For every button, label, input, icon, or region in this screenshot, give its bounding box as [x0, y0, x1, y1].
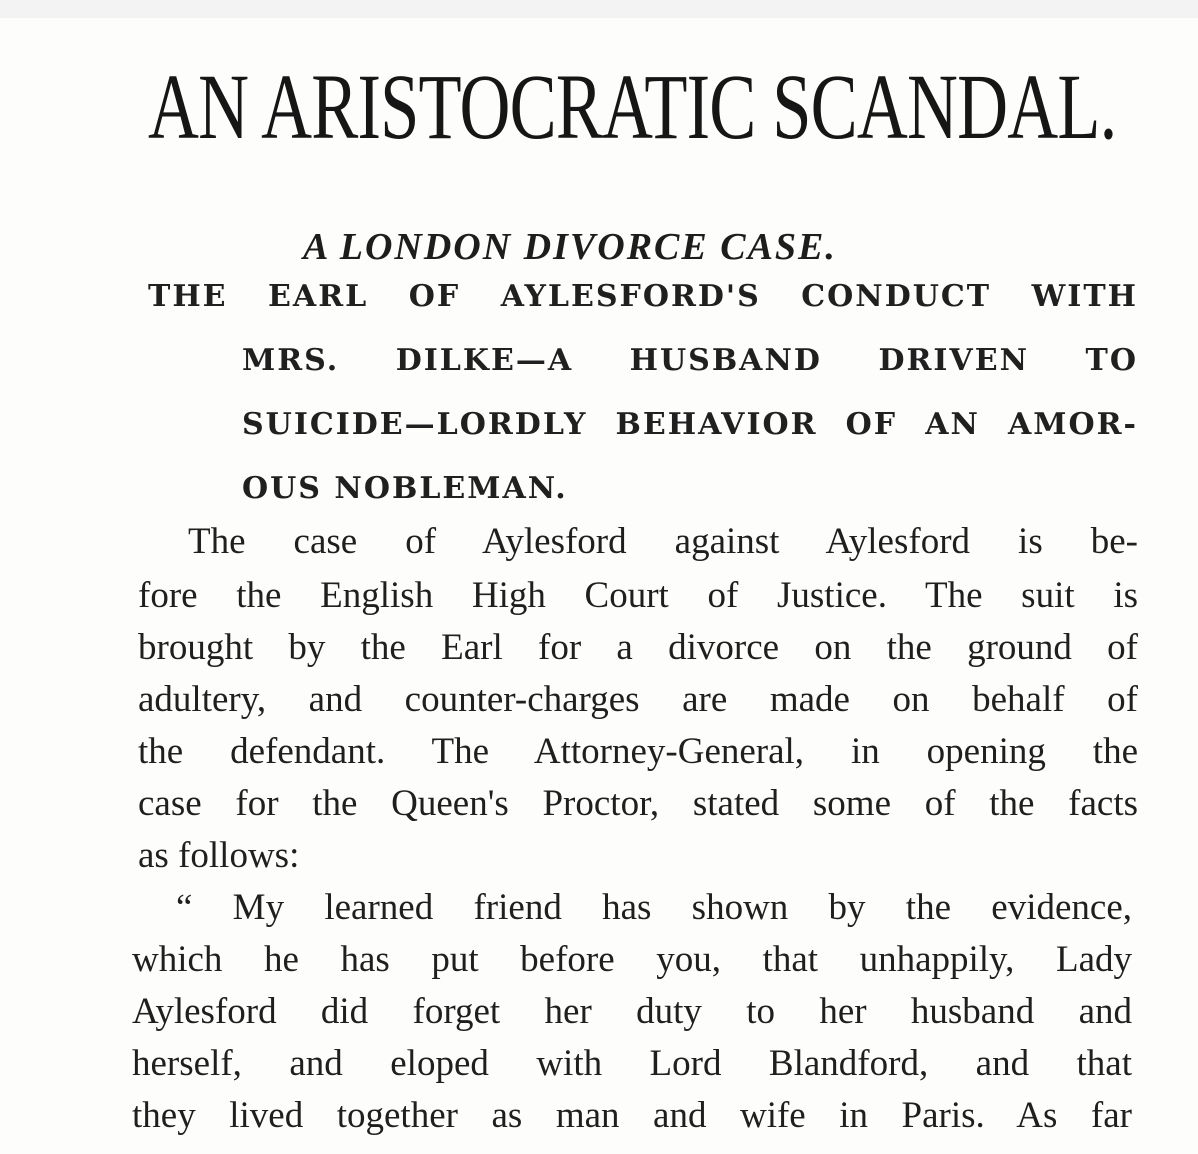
- paragraph2-line-3: Aylesford did forget her duty to her husband and: [132, 991, 1132, 1032]
- paragraph1-line-4: adultery, and counter-charges are made on behalf of: [138, 679, 1138, 720]
- paragraph2-line-5: they lived together as man and wife in Paris. As far: [132, 1095, 1132, 1136]
- paragraph2-line-2: which he has put before you, that unhappily, Lady: [132, 939, 1132, 980]
- paragraph1-line-3: brought by the Earl for a divorce on the ground of: [138, 627, 1138, 668]
- paragraph1-line-6: case for the Queen's Proctor, stated some of the facts: [138, 783, 1138, 824]
- paragraph2-line-4: herself, and eloped with Lord Blandford, and that: [132, 1043, 1132, 1084]
- newspaper-clipping: [0, 18, 1198, 1154]
- paragraph2-line-1: “ My learned friend has shown by the evidence,: [176, 887, 1132, 928]
- article-headline: AN ARISTOCRATIC SCANDAL.: [148, 54, 1117, 159]
- paragraph1-line-5: the defendant. The Attorney-General, in opening the: [138, 731, 1138, 772]
- deck-line-2: MRS. DILKE—A HUSBAND DRIVEN TO: [242, 343, 1138, 378]
- paragraph1-line-2: fore the English High Court of Justice. The suit is: [138, 575, 1138, 616]
- paragraph1-line-1: The case of Aylesford against Aylesford is be-: [188, 521, 1138, 562]
- paragraph1-line-7: as follows:: [138, 835, 300, 876]
- viewer-top-bar: [0, 0, 1198, 19]
- article-subheadline: A LONDON DIVORCE CASE.: [303, 226, 837, 268]
- deck-line-4: OUS NOBLEMAN.: [242, 471, 568, 506]
- deck-line-3: SUICIDE—LORDLY BEHAVIOR OF AN AMOR-: [242, 407, 1138, 442]
- deck-line-1: THE EARL OF AYLESFORD'S CONDUCT WITH: [148, 279, 1138, 314]
